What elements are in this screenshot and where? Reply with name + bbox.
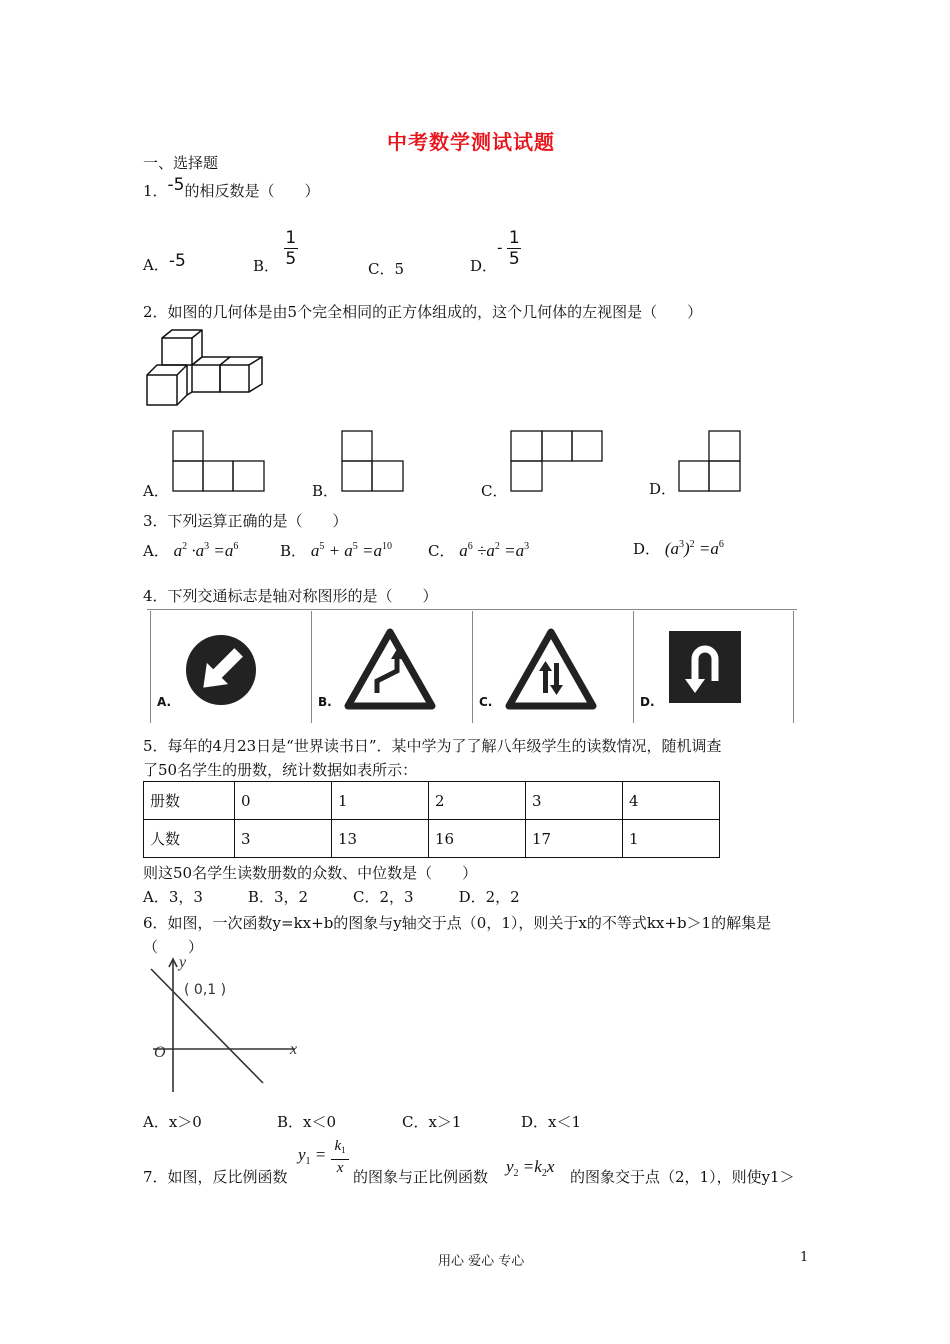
q1-option-a: A．-5: [143, 251, 186, 274]
q3-option-c: C． $a^6 \div a^2 =a^3$: [428, 541, 530, 560]
q2-option-d-label: D．: [649, 480, 677, 498]
question-5-question: 则这50名学生读数册数的众数、中位数是（ ）: [143, 864, 478, 882]
question-5-line-1: 5．每年的4月23日是“世界读书日”．某中学为了了解八年级学生的读数情况，随机调查: [143, 737, 722, 755]
q7-direct-function: $y_2 =k_2x$: [506, 1157, 555, 1179]
q1-option-b: B． $\frac{1}{5}$: [253, 228, 297, 275]
q2-option-d-view: [678, 430, 742, 493]
q2-option-b-label: B．: [312, 482, 339, 500]
q1-number: 1．: [143, 182, 168, 200]
graph-y-label: y: [179, 954, 187, 971]
q2-option-c-label: C．: [481, 482, 508, 500]
q1-text: 的相反数是（ ）: [184, 182, 320, 200]
q2-option-a-view: [172, 430, 266, 493]
q3-option-c-formula: $a^6 \div a^2 =a^3$: [459, 541, 530, 560]
question-5-line-2: 了50名学生的册数，统计数据如表所示：: [143, 761, 418, 779]
traffic-sign-b: B.: [311, 611, 471, 723]
question-7-prefix: 7．如图，反比例函数: [143, 1168, 288, 1186]
section-heading: 一、选择题: [143, 154, 219, 172]
question-6-line-1: 6．如图，一次函数y=kx+b的图象与y轴交于点（0，1），则关于x的不等式kx+b＞1的解集是: [143, 914, 772, 932]
q6-option-c: C．x＞1: [402, 1113, 462, 1131]
question-1: [143, 175, 320, 201]
page-footer: 用心 爱心 专心: [438, 1254, 525, 1269]
question-3: 3．下列运算正确的是（ ）: [143, 512, 348, 530]
two-way-traffic-triangle-icon: [506, 629, 596, 709]
q6-option-d: D．x＜1: [521, 1113, 582, 1131]
page-number: 1: [800, 1250, 809, 1265]
table-row: 人数 3 13 16 17 1: [144, 820, 720, 858]
q1-option-c: C．5: [368, 260, 405, 278]
q3-option-b-formula: $a^5 + a^5 =a^{10}$: [310, 541, 393, 560]
q3-option-d-formula: $(a^3)^2 =a^6$: [664, 539, 724, 558]
q2-option-c-view: [510, 430, 604, 493]
q3-option-a: A． $a^2 \cdot a^3 =a^6$: [143, 541, 239, 560]
q6-option-a: A．x＞0: [143, 1113, 202, 1131]
question-2: 2．如图的几何体是由5个完全相同的正方体组成的，这个几何体的左视图是（ ）: [143, 303, 703, 321]
question-5-options: A．3，3 B．3，2 C．2，3 D．2，2: [143, 888, 520, 906]
u-turn-sign-icon: [669, 631, 741, 703]
page-title: 中考数学测试试题: [387, 130, 555, 154]
keep-right-arrow-icon: [184, 633, 258, 707]
question-7-suffix: 的图象交于点（2，1），则使y1＞: [570, 1168, 795, 1186]
traffic-sign-d: D.: [633, 611, 794, 723]
q7-inverse-function: $y_1$ = $\frac{k_1}{x}$: [298, 1138, 349, 1177]
graph-origin-label: O: [154, 1044, 166, 1061]
linear-function-graph: [145, 955, 310, 1095]
q6-option-b: B．x＜0: [277, 1113, 337, 1131]
traffic-sign-a: A.: [150, 611, 310, 723]
q3-option-a-formula: $a^2 \cdot a^3 =a^6$: [173, 541, 239, 560]
question-7-mid: 的图象与正比例函数: [353, 1168, 489, 1186]
q3-option-d: D． $(a^3)^2 =a^6$: [633, 539, 724, 558]
q1-option-d-fraction: $\frac{1}{5}$: [508, 228, 520, 269]
question-6-line-2: （ ）: [143, 938, 204, 956]
traffic-sign-c: C.: [472, 611, 632, 723]
q3-option-b: B． $a^5 + a^5 =a^{10}$: [280, 541, 393, 560]
q2-option-a-label: A．: [143, 482, 169, 500]
cube-solid-figure: [140, 328, 275, 410]
q2-option-b-view: [341, 430, 405, 493]
q1-option-b-fraction: $\frac{1}{5}$: [285, 228, 297, 269]
table-row: 册数 0 1 2 3 4: [144, 782, 720, 820]
graph-point-label: ( 0,1 ): [184, 982, 227, 998]
winding-road-triangle-icon: [345, 629, 435, 709]
q1-option-d: D．- $\frac{1}{5}$: [470, 228, 520, 275]
q1-option-a-value: -5: [168, 251, 186, 271]
q1-value: -5: [167, 175, 185, 195]
question-4: 4．下列交通标志是轴对称图形的是（ ）: [143, 587, 438, 605]
books-data-table: [143, 781, 720, 858]
graph-x-label: x: [290, 1041, 298, 1058]
